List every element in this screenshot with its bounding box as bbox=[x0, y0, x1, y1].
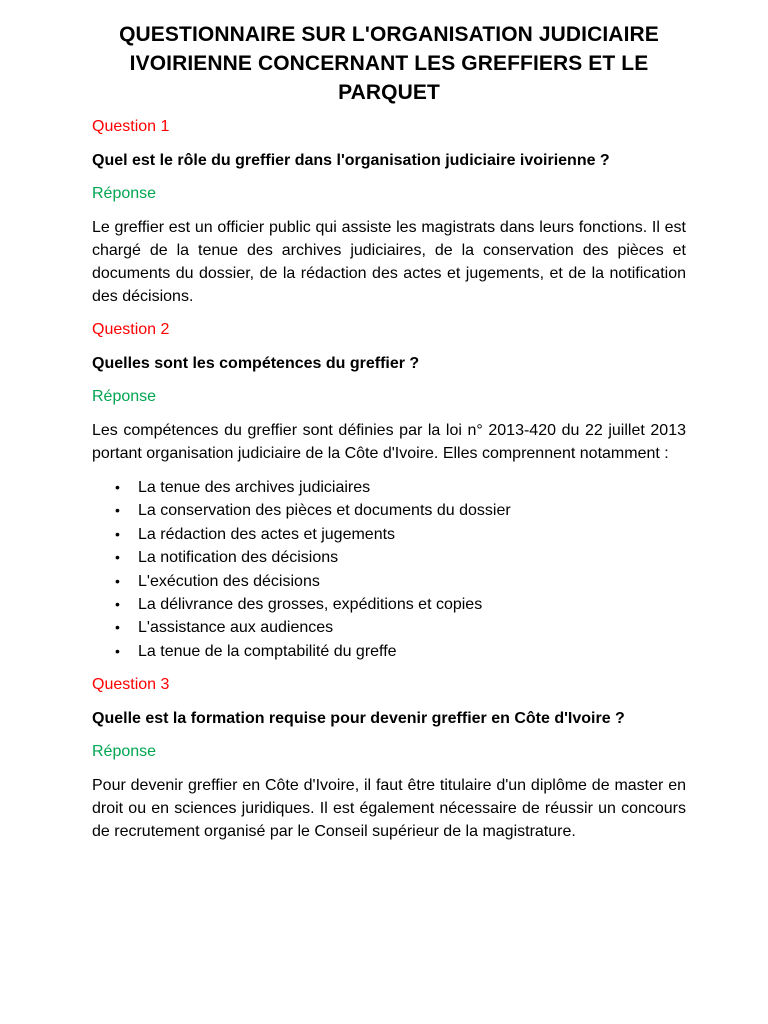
question-1-text: Quel est le rôle du greffier dans l'organisation judiciaire ivoirienne ? bbox=[92, 152, 610, 169]
question-1-section bbox=[92, 116, 686, 308]
question-2-text: Quelles sont les compétences du greffier ? bbox=[92, 355, 420, 372]
bullet-icon: • bbox=[115, 549, 120, 566]
bullet-icon: • bbox=[115, 479, 120, 495]
list-item bbox=[92, 476, 686, 499]
question-3-section bbox=[92, 674, 686, 843]
bullet-icon: • bbox=[115, 502, 120, 519]
list-item bbox=[92, 570, 686, 593]
list-item-text: La délivrance des grosses, expéditions et copies bbox=[138, 596, 483, 614]
list-item bbox=[92, 523, 686, 546]
list-item-text: L'assistance aux audiences bbox=[138, 619, 334, 637]
bullet-icon: • bbox=[115, 525, 120, 542]
list-item-text: L'exécution des décisions bbox=[138, 572, 320, 590]
question-3-label: Question 3 bbox=[92, 676, 170, 694]
bullet-icon: • bbox=[115, 596, 120, 613]
answer-2-text: Les compétences du greffier sont définies par la loi n° 2013-420 du 22 juillet 2013 portant organisation judiciaire de la Côte d'Ivoire. Elles comprennent notamment : bbox=[92, 422, 686, 462]
list-item-text: La notification des décisions bbox=[138, 549, 339, 567]
bullet-icon: • bbox=[115, 619, 120, 636]
list-item-text: La conservation des pièces et documents du dossier bbox=[138, 502, 511, 520]
list-item-text: La tenue des archives judiciaires bbox=[138, 479, 371, 496]
list-item bbox=[92, 499, 686, 522]
list-item bbox=[92, 546, 686, 569]
answer-1-label: Réponse bbox=[92, 185, 157, 202]
bullet-icon: • bbox=[115, 572, 120, 589]
question-3-text: Quelle est la formation requise pour devenir greffier en Côte d'Ivoire ? bbox=[92, 710, 625, 728]
list-item bbox=[92, 593, 686, 616]
answer-3-text: Pour devenir greffier en Côte d'Ivoire, il faut être titulaire d'un diplôme de master en droit ou en sciences juridiques. Il est également nécessaire de réussir un concours de recrutement organisé par le Conseil supérieur de la magistrature. bbox=[92, 777, 686, 841]
list-item bbox=[92, 616, 686, 639]
bullet-icon: • bbox=[115, 642, 120, 659]
answer-3-label: Réponse bbox=[92, 743, 157, 761]
list-item bbox=[92, 640, 686, 663]
document-page bbox=[92, 20, 686, 854]
question-1-label: Question 1 bbox=[92, 118, 170, 135]
answer-2-label: Réponse bbox=[92, 388, 157, 405]
question-2-section bbox=[92, 319, 686, 663]
list-item-text: La rédaction des actes et jugements bbox=[138, 525, 396, 543]
document-title: QUESTIONNAIRE SUR L'ORGANISATION JUDICIAIRE IVOIRIENNE CONCERNANT LES GREFFIERS ET LE PARQUET bbox=[119, 23, 659, 104]
competences-list bbox=[92, 476, 686, 663]
question-2-label: Question 2 bbox=[92, 321, 170, 338]
list-item-text: La tenue de la comptabilité du greffe bbox=[138, 642, 397, 660]
answer-1-text: Le greffier est un officier public qui assiste les magistrats dans leurs fonctions. Il est chargé de la tenue des archives judiciaires, de la conservation des pièces et documents du dossier, de la rédaction des actes et jugements, et de la notification des décisions. bbox=[92, 219, 686, 305]
